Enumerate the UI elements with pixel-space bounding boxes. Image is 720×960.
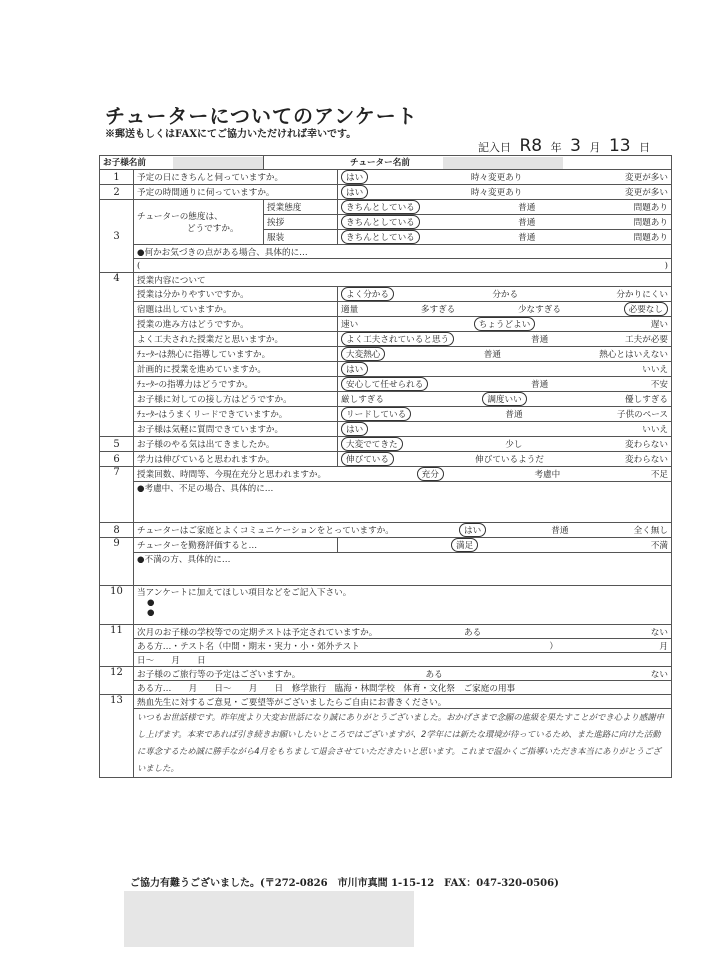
q8-option: 普通 <box>551 526 569 536</box>
q4-option: 多すぎる <box>420 305 456 315</box>
q1-text: 予定の日にきちんと伺っていますか。 <box>134 170 338 185</box>
q1-number: 1 <box>100 170 134 185</box>
record-month-unit: 月 <box>589 141 601 154</box>
q1-option: 時々変更あり <box>470 173 523 183</box>
q10-number: 10 <box>100 586 134 625</box>
q7-note-row <box>100 482 672 523</box>
q4-item-options <box>338 332 672 347</box>
q3-paren-row <box>100 259 672 273</box>
q6-row <box>100 452 672 467</box>
q8-option: 全く無し <box>633 526 668 536</box>
q3-row <box>100 200 672 215</box>
q6-option: 変わらない <box>625 455 668 465</box>
q4-option: 子供のペース <box>616 410 668 420</box>
q3-option: 問題あり <box>633 218 668 228</box>
q3-option: 普通 <box>518 233 536 243</box>
q10-cell <box>134 586 672 625</box>
q1-option: 変更が多い <box>625 173 668 183</box>
q4-option: 優しすぎる <box>625 395 668 405</box>
child-name-cell <box>100 156 264 170</box>
q4-option-selected: 大変熱心 <box>341 347 385 361</box>
tutor-name-cell <box>264 156 672 170</box>
q4-item-row <box>100 347 672 362</box>
q4-option-selected: はい <box>341 422 368 436</box>
q7-row <box>100 467 672 482</box>
q4-item-row <box>100 422 672 437</box>
survey-subtitle: ※郵送もしくはFAXにてご協力いただければ幸いです。 <box>105 129 357 140</box>
q4-item-row <box>100 362 672 377</box>
q4-item-text: 授業は分かりやすいですか。 <box>134 287 338 302</box>
q4-option: 普通 <box>483 350 501 360</box>
q4-item-row <box>100 332 672 347</box>
q7-question <box>134 467 672 482</box>
q2-option: 変更が多い <box>625 188 668 198</box>
q4-item-row <box>100 317 672 332</box>
q4-item-text: 計画的に授業を進めていますか。 <box>134 362 338 377</box>
q4-option: いいえ <box>642 365 669 375</box>
q4-option: 適量 <box>341 305 359 315</box>
q4-option: 普通 <box>530 380 549 390</box>
q3-text <box>134 200 264 245</box>
q4-item-options <box>338 287 672 302</box>
q7-text: 授業回数、時間等、今現在充分と思われますか。 <box>137 470 327 480</box>
q6-option: 伸びているようだ <box>475 455 544 465</box>
q4-item-text: ﾁｭｰﾀｰはうまくリードできていますか。 <box>134 407 338 422</box>
q3-number: 3 <box>100 200 134 273</box>
q11-detail-row <box>100 639 672 653</box>
tutor-name-label: チューター名前 <box>350 158 410 169</box>
q7-option: 考慮中 <box>534 470 561 480</box>
q5-text: お子様のやる気は出てきましたか。 <box>134 437 338 452</box>
q4-heading: 授業内容について <box>134 273 672 287</box>
q11-opt-yes: ある <box>464 627 482 638</box>
record-year-unit: 年 <box>550 141 562 154</box>
q6-option-selected: 伸びている <box>341 452 394 466</box>
q1-option-selected: はい <box>341 170 368 184</box>
q3-option-selected: きちんとしている <box>341 200 420 214</box>
q10-row <box>100 586 672 625</box>
q12-opt-no: ない <box>650 669 668 680</box>
q5-option: 変わらない <box>625 440 668 450</box>
q9-note: ●不満の方、具体的に… <box>134 553 672 586</box>
q4-option: 少なすぎる <box>517 305 561 315</box>
q3-sub-label: 服装 <box>264 230 338 245</box>
q3-sub-options <box>338 230 672 245</box>
footer-contact: ご協力有難うございました。(〒272-0826 市川市真間 1-15-12 FAX：047-320-0506) <box>130 878 559 889</box>
q9-row <box>100 538 672 553</box>
q9-option: 不満 <box>650 541 669 551</box>
q3-paren-close: ) <box>664 260 669 271</box>
q3-sub-options <box>338 200 672 215</box>
q4-option: 熱心とはいえない <box>599 350 668 360</box>
q3-option: 問題あり <box>633 203 668 213</box>
record-day-unit: 日 <box>639 141 651 154</box>
q4-number: 4 <box>100 273 134 437</box>
q6-text: 学力は伸びていると思われますか。 <box>134 452 338 467</box>
survey-table <box>99 155 672 778</box>
q13-number: 13 <box>100 695 134 778</box>
q11-number: 11 <box>100 625 134 667</box>
q1-options <box>338 170 672 185</box>
q4-option: 工夫が必要 <box>625 335 668 345</box>
q4-option: 分かる <box>492 290 519 300</box>
q4-option: 速い <box>341 320 359 330</box>
q6-number: 6 <box>100 452 134 467</box>
q8-number: 8 <box>100 523 134 538</box>
q9-option-selected: 満足 <box>451 538 478 552</box>
q3-note: ●何かお気づきの点がある場合、具体的に… <box>134 245 672 259</box>
q2-row <box>100 185 672 200</box>
q4-item-options <box>338 377 672 392</box>
q4-item-text: お子様に対しての接し方はどうですか。 <box>134 392 338 407</box>
q3-option: 普通 <box>518 203 536 213</box>
q4-item-row <box>100 287 672 302</box>
q12-row <box>100 667 672 681</box>
q8-row <box>100 523 672 538</box>
q11-row <box>100 625 672 639</box>
record-date-label: 記入日 <box>478 141 511 154</box>
q4-heading-row <box>100 273 672 287</box>
q4-item-text: 授業の進み方はどうですか。 <box>134 317 338 332</box>
q3-text-line2: どうですか。 <box>187 224 239 234</box>
q11-opt-no: ない <box>650 627 668 638</box>
q3-paren-open: ( <box>137 260 141 271</box>
q6-options <box>338 452 672 467</box>
q11-date-row <box>100 653 672 667</box>
q4-item-options <box>338 347 672 362</box>
q7-number: 7 <box>100 467 134 523</box>
q4-item-text: 宿題は出していますか。 <box>134 302 338 317</box>
record-day: 13 <box>608 136 631 156</box>
q3-sub-label: 挨拶 <box>264 215 338 230</box>
q12-detail: ある方… 月 日～ 月 日 修学旅行 臨海・林間学校 体育・文化祭 ご家庭の用事 <box>134 681 672 695</box>
q4-option: 普通 <box>530 335 549 345</box>
q4-item-text: よく工夫された授業だと思いますか。 <box>134 332 338 347</box>
record-era-year: R8 <box>519 136 543 156</box>
q5-row <box>100 437 672 452</box>
q10-text: 当アンケートに加えてほしい項目などをご記入下さい。 <box>137 588 352 598</box>
tutor-name-redacted <box>443 157 563 169</box>
q9-text: チューターを勤務評価すると… <box>134 538 338 553</box>
q4-item-row <box>100 302 672 317</box>
q4-option-selected: 必要なし <box>624 302 668 316</box>
q12-question <box>134 667 672 681</box>
q2-option: 時々変更あり <box>470 188 523 198</box>
q4-item-text: ﾁｭｰﾀｰは熱心に指導していますか。 <box>134 347 338 362</box>
q4-item-row <box>100 377 672 392</box>
q5-options <box>338 437 672 452</box>
q4-item-row <box>100 392 672 407</box>
q7-option: 不足 <box>650 470 669 480</box>
q8-question <box>134 523 672 538</box>
q4-option: いいえ <box>642 425 669 435</box>
q2-options <box>338 185 672 200</box>
q11-detail <box>134 639 672 653</box>
q10-bullet: ● <box>147 598 155 608</box>
q9-number: 9 <box>100 538 134 586</box>
q3-text-line1: チューターの態度は、 <box>137 212 223 222</box>
q12-detail-row <box>100 681 672 695</box>
q4-item-text: ﾁｭｰﾀｰの指導力はどうですか。 <box>134 377 338 392</box>
q10-bullet: ● <box>147 608 155 618</box>
record-month: 3 <box>570 136 581 156</box>
child-name-redacted <box>173 157 264 169</box>
q5-option-selected: 大変でてきた <box>341 437 403 451</box>
q4-item-options <box>338 362 672 377</box>
q9-options <box>338 538 672 553</box>
q12-text: お子様のご旅行等の予定はございますか。 <box>137 669 301 680</box>
q4-option-selected: よく分かる <box>341 287 394 301</box>
header-row <box>100 156 672 170</box>
q11-text: 次月のお子様の学校等での定期テストは予定されていますか。 <box>137 627 378 638</box>
q4-option-selected: 調度いい <box>482 392 526 406</box>
q11-date-line: 日～ 月 日 <box>134 653 672 667</box>
q4-item-text: お子様は気軽に質問できていますか。 <box>134 422 338 437</box>
q9-note-row <box>100 553 672 586</box>
q11-detail-month: 月 <box>659 641 669 652</box>
q2-number: 2 <box>100 185 134 200</box>
q3-option-selected: きちんとしている <box>341 215 420 229</box>
q4-option-selected: リードしている <box>341 407 411 421</box>
q4-option: 普通 <box>505 410 523 420</box>
redacted-block <box>124 891 414 947</box>
q3-option: 普通 <box>518 218 536 228</box>
q3-option-selected: きちんとしている <box>341 230 420 244</box>
q12-opt-yes: ある <box>425 669 443 680</box>
q13-row <box>100 695 672 709</box>
q4-option: 分かりにくい <box>616 290 668 300</box>
q13-comment-cell <box>134 709 672 778</box>
q4-item-options <box>338 392 672 407</box>
q1-row <box>100 170 672 185</box>
q5-number: 5 <box>100 437 134 452</box>
child-name-label: お子様名前 <box>103 158 146 169</box>
q4-option: 厳しすぎる <box>341 395 384 405</box>
q3-note-row <box>100 245 672 259</box>
q12-number: 12 <box>100 667 134 695</box>
q4-option: 不安 <box>650 380 668 390</box>
q8-option-selected: はい <box>459 523 486 537</box>
q11-detail-text: ある方…・テスト名（中間・期末・実力・小・郊外テスト <box>137 641 360 652</box>
q7-note: ●考慮中、不足の場合、具体的に… <box>134 482 672 523</box>
q11-question <box>134 625 672 639</box>
q5-option: 少し <box>505 440 523 450</box>
q3-sub-label: 授業態度 <box>264 200 338 215</box>
q13-handwritten-comment: いつもお世話様です。昨年度より大変お世話になり誠にありがとうございました。おかげさまで念願の進級を果たすことができ心より感謝申し上げます。本来であれば引き続きお願いしたいところではございますが、2学年には新たな環境が待っているため、また進路に向けた活動に専念するため誠に勝手ながら4月をもちまして退会させていただきたいと思います。これまで温かくご指導いただき本当にありがとうございました。 <box>137 712 664 773</box>
q2-text: 予定の時間通りに伺っていますか。 <box>134 185 338 200</box>
q4-option-selected: ちょうどよい <box>474 317 536 331</box>
q4-option-selected: 安心して任せられる <box>341 377 428 391</box>
q4-option: 遅い <box>650 320 668 330</box>
q4-item-options <box>338 317 672 332</box>
q8-text: チューターはご家庭とよくコミュニケーションをとっていますか。 <box>137 526 394 536</box>
q4-option-selected: はい <box>341 362 368 376</box>
q4-item-row <box>100 407 672 422</box>
q4-item-options <box>338 302 672 317</box>
q4-option-selected: よく工夫されていると思う <box>341 332 454 346</box>
survey-title: チューターについてのアンケート <box>105 104 418 128</box>
q13-comment-row <box>100 709 672 778</box>
q7-option-selected: 充分 <box>417 467 444 481</box>
q3-option: 問題あり <box>633 233 668 243</box>
q3-sub-options <box>338 215 672 230</box>
q13-text: 熱血先生に対するご意見・ご要望等がございましたらご自由にお書きください。 <box>134 695 672 709</box>
q11-detail-close: ） <box>549 641 559 652</box>
record-date <box>478 136 650 156</box>
q4-item-options <box>338 422 672 437</box>
q2-option-selected: はい <box>341 185 368 199</box>
q3-paren <box>134 259 672 273</box>
q4-item-options <box>338 407 672 422</box>
